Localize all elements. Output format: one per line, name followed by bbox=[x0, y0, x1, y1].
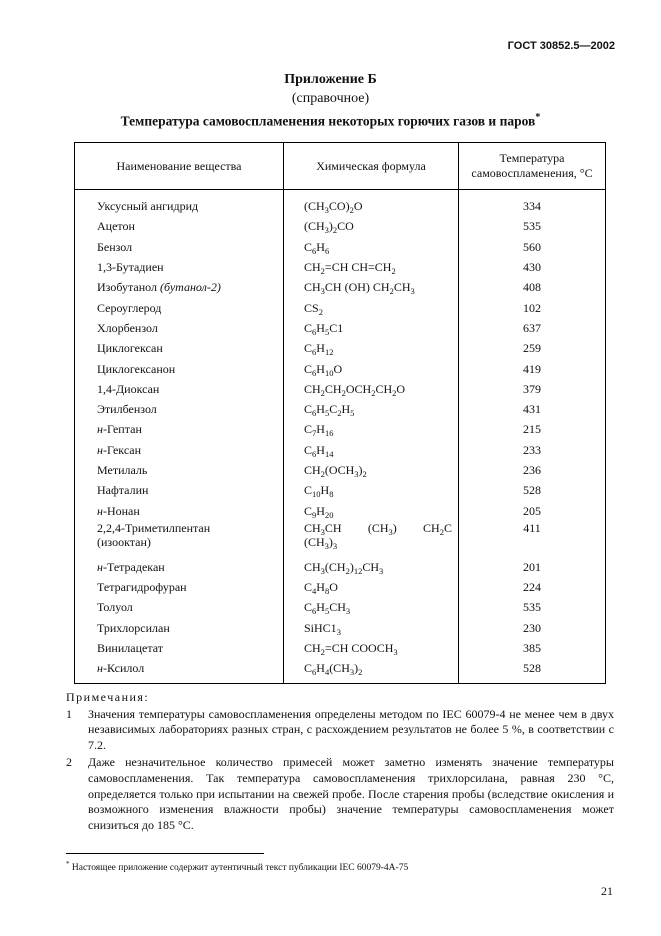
cell-substance-name: Бензол bbox=[75, 237, 284, 257]
cell-ignition-temperature: 201 bbox=[459, 557, 606, 577]
cell-chemical-formula: $SiHC1_3$ bbox=[284, 618, 459, 638]
header-ignition-temperature bbox=[459, 143, 606, 190]
cell-chemical-formula: $C_4H_8O$ bbox=[284, 577, 459, 597]
cell-chemical-formula: $(CH_3)_2CO$ bbox=[284, 216, 459, 236]
cell-substance-name: н-Нонан bbox=[75, 500, 284, 520]
table-row bbox=[75, 460, 606, 480]
cell-chemical-formula: $C_9H_{20}$ bbox=[284, 500, 459, 520]
cell-substance-name: Циклогексан bbox=[75, 338, 284, 358]
cell-substance-name: н-Гексан bbox=[75, 440, 284, 460]
table-row bbox=[75, 399, 606, 419]
cell-chemical-formula: $C_{10}H_8$ bbox=[284, 480, 459, 500]
cell-chemical-formula: $C_6H_4(CH_3)_2$ bbox=[284, 658, 459, 683]
cell-ignition-temperature: 224 bbox=[459, 577, 606, 597]
notes-title: Примечания: bbox=[66, 690, 150, 704]
cell-chemical-formula: $C_6H_{10}O$ bbox=[284, 358, 459, 378]
table-row bbox=[75, 379, 606, 399]
cell-chemical-formula: $C_6H_5CH_3$ bbox=[284, 597, 459, 617]
cell-chemical-formula: $C_6H_6$ bbox=[284, 237, 459, 257]
table-row bbox=[75, 257, 606, 277]
cell-ignition-temperature: 385 bbox=[459, 638, 606, 658]
cell-ignition-temperature: 528 bbox=[459, 480, 606, 500]
cell-ignition-temperature: 334 bbox=[459, 190, 606, 217]
cell-substance-name: Винилацетат bbox=[75, 638, 284, 658]
cell-ignition-temperature: 431 bbox=[459, 399, 606, 419]
cell-substance-name: Уксусный ангидрид bbox=[75, 190, 284, 217]
note-number: 2 bbox=[66, 755, 72, 770]
table-row bbox=[75, 577, 606, 597]
cell-substance-name: Циклогексанон bbox=[75, 358, 284, 378]
note-number: 1 bbox=[66, 706, 72, 721]
cell-substance-name: 2,2,4-Триметилпентан (изооктан) bbox=[75, 521, 284, 557]
table-row bbox=[75, 440, 606, 460]
cell-substance-name: Тетрагидрофуран bbox=[75, 577, 284, 597]
cell-chemical-formula: $CH_2CH_2OCH_2CH_2O$ bbox=[284, 379, 459, 399]
table-row bbox=[75, 216, 606, 236]
cell-chemical-formula: $CH_3(CH_2)_{12}CH_3$ bbox=[284, 557, 459, 577]
cell-substance-name: Хлорбензол bbox=[75, 318, 284, 338]
cell-chemical-formula: $CH_2(OCH_3)_2$ bbox=[284, 460, 459, 480]
appendix-heading bbox=[0, 112, 661, 130]
footnote-marker: * bbox=[535, 112, 541, 123]
document-code: ГОСТ 30852.5—2002 bbox=[507, 40, 615, 52]
note-item bbox=[66, 755, 614, 833]
cell-chemical-formula: $CH_2=CH$ $CH=CH_2$ bbox=[284, 257, 459, 277]
table-row bbox=[75, 237, 606, 257]
cell-ignition-temperature: 230 bbox=[459, 618, 606, 638]
cell-ignition-temperature: 411 bbox=[459, 521, 606, 557]
table-row bbox=[75, 297, 606, 317]
note-item bbox=[66, 707, 614, 754]
footnote-text: Настоящее приложение содержит аутентичный текст публикации IEC 60079-4A-75 bbox=[71, 863, 409, 874]
table-row bbox=[75, 338, 606, 358]
cell-substance-name: Сероуглерод bbox=[75, 297, 284, 317]
appendix-title: Приложение Б bbox=[284, 72, 377, 87]
table-row bbox=[75, 358, 606, 378]
ignition-temperature-table bbox=[74, 142, 606, 684]
table-row bbox=[75, 419, 606, 439]
cell-ignition-temperature: 236 bbox=[459, 460, 606, 480]
cell-ignition-temperature: 535 bbox=[459, 597, 606, 617]
cell-ignition-temperature: 637 bbox=[459, 318, 606, 338]
cell-ignition-temperature: 259 bbox=[459, 338, 606, 358]
cell-ignition-temperature: 379 bbox=[459, 379, 606, 399]
header-chemical-formula: Химическая формула bbox=[284, 143, 459, 190]
cell-substance-name: Этилбензол bbox=[75, 399, 284, 419]
notes-section bbox=[66, 690, 614, 835]
cell-substance-name: Изобутанол (бутанол-2) bbox=[75, 277, 284, 297]
cell-chemical-formula: $C_6H_5C_2H_5$ bbox=[284, 399, 459, 419]
cell-ignition-temperature: 528 bbox=[459, 658, 606, 683]
page-number: 21 bbox=[601, 884, 613, 898]
table-row bbox=[75, 597, 606, 617]
cell-ignition-temperature: 215 bbox=[459, 419, 606, 439]
cell-chemical-formula: $C_6H_{14}$ bbox=[284, 440, 459, 460]
cell-ignition-temperature: 233 bbox=[459, 440, 606, 460]
header-substance-name: Наименование вещества bbox=[75, 143, 284, 190]
table-body bbox=[75, 190, 606, 684]
table-row bbox=[75, 658, 606, 683]
cell-chemical-formula: $CH_3CH$ $(CH_3)$ $CH_2C$ $(CH_3)_3$ bbox=[284, 521, 459, 557]
cell-substance-name: Метилаль bbox=[75, 460, 284, 480]
cell-substance-name: 1,4-Диоксан bbox=[75, 379, 284, 399]
cell-substance-name: Трихлорсилан bbox=[75, 618, 284, 638]
table-row bbox=[75, 500, 606, 520]
cell-chemical-formula: $(CH_3CO)_2O$ bbox=[284, 190, 459, 217]
cell-ignition-temperature: 408 bbox=[459, 277, 606, 297]
table-row bbox=[75, 480, 606, 500]
cell-ignition-temperature: 560 bbox=[459, 237, 606, 257]
heading-text: Температура самовоспламенения некоторых горючих газов и паров bbox=[120, 113, 536, 129]
cell-chemical-formula: $CH_3CH$ (OH) $CH_2CH_3$ bbox=[284, 277, 459, 297]
cell-substance-name: Толуол bbox=[75, 597, 284, 617]
notes-list bbox=[66, 707, 614, 834]
cell-substance-name: н-Ксилол bbox=[75, 658, 284, 683]
header-temp-line1: Температура bbox=[499, 151, 565, 165]
appendix-subtitle: (справочное) bbox=[291, 91, 370, 106]
cell-substance-name: н-Тетрадекан bbox=[75, 557, 284, 577]
cell-chemical-formula: $C_7H_{16}$ bbox=[284, 419, 459, 439]
cell-chemical-formula: $C_6H_{12}$ bbox=[284, 338, 459, 358]
cell-ignition-temperature: 102 bbox=[459, 297, 606, 317]
footnote-mark: * bbox=[66, 860, 70, 868]
table-row bbox=[75, 318, 606, 338]
footnote bbox=[66, 860, 408, 873]
cell-substance-name: н-Гептан bbox=[75, 419, 284, 439]
cell-chemical-formula: $CS_2$ bbox=[284, 297, 459, 317]
footnote-divider bbox=[66, 853, 264, 854]
cell-ignition-temperature: 430 bbox=[459, 257, 606, 277]
cell-substance-name: 1,3-Бутадиен bbox=[75, 257, 284, 277]
note-text: Значения температуры самовоспламенения определены методом по IEC 60079-4 не менее чем в двух независимых лабораториях разных стран, с расхождением результатов не более 5 %, в соответствии с 7.2. bbox=[88, 706, 614, 752]
cell-chemical-formula: $CH_2=CH$ $COOCH_3$ bbox=[284, 638, 459, 658]
table-header-row bbox=[75, 143, 606, 190]
table-row bbox=[75, 638, 606, 658]
note-text: Даже незначительное количество примесей может заметно изменять значение температуры самовоспламенения. Так температура самовоспламенения трихлорсилана, равная 230 °С, определяется только при испытании на свежей пробе. После старения пробы (вследствие окисления и возможного изменения влажности пробы) значение температуры самовоспламенения может снизиться до 185 °С. bbox=[88, 755, 614, 832]
cell-ignition-temperature: 535 bbox=[459, 216, 606, 236]
cell-ignition-temperature: 205 bbox=[459, 500, 606, 520]
cell-ignition-temperature: 419 bbox=[459, 358, 606, 378]
table-row bbox=[75, 190, 606, 217]
table-row bbox=[75, 521, 606, 557]
cell-substance-name: Нафталин bbox=[75, 480, 284, 500]
table-row bbox=[75, 618, 606, 638]
header-temp-line2: самовоспламенения, °С bbox=[471, 166, 593, 180]
cell-substance-name: Ацетон bbox=[75, 216, 284, 236]
cell-chemical-formula: $C_6H_5C1$ bbox=[284, 318, 459, 338]
table-row bbox=[75, 557, 606, 577]
table-row bbox=[75, 277, 606, 297]
